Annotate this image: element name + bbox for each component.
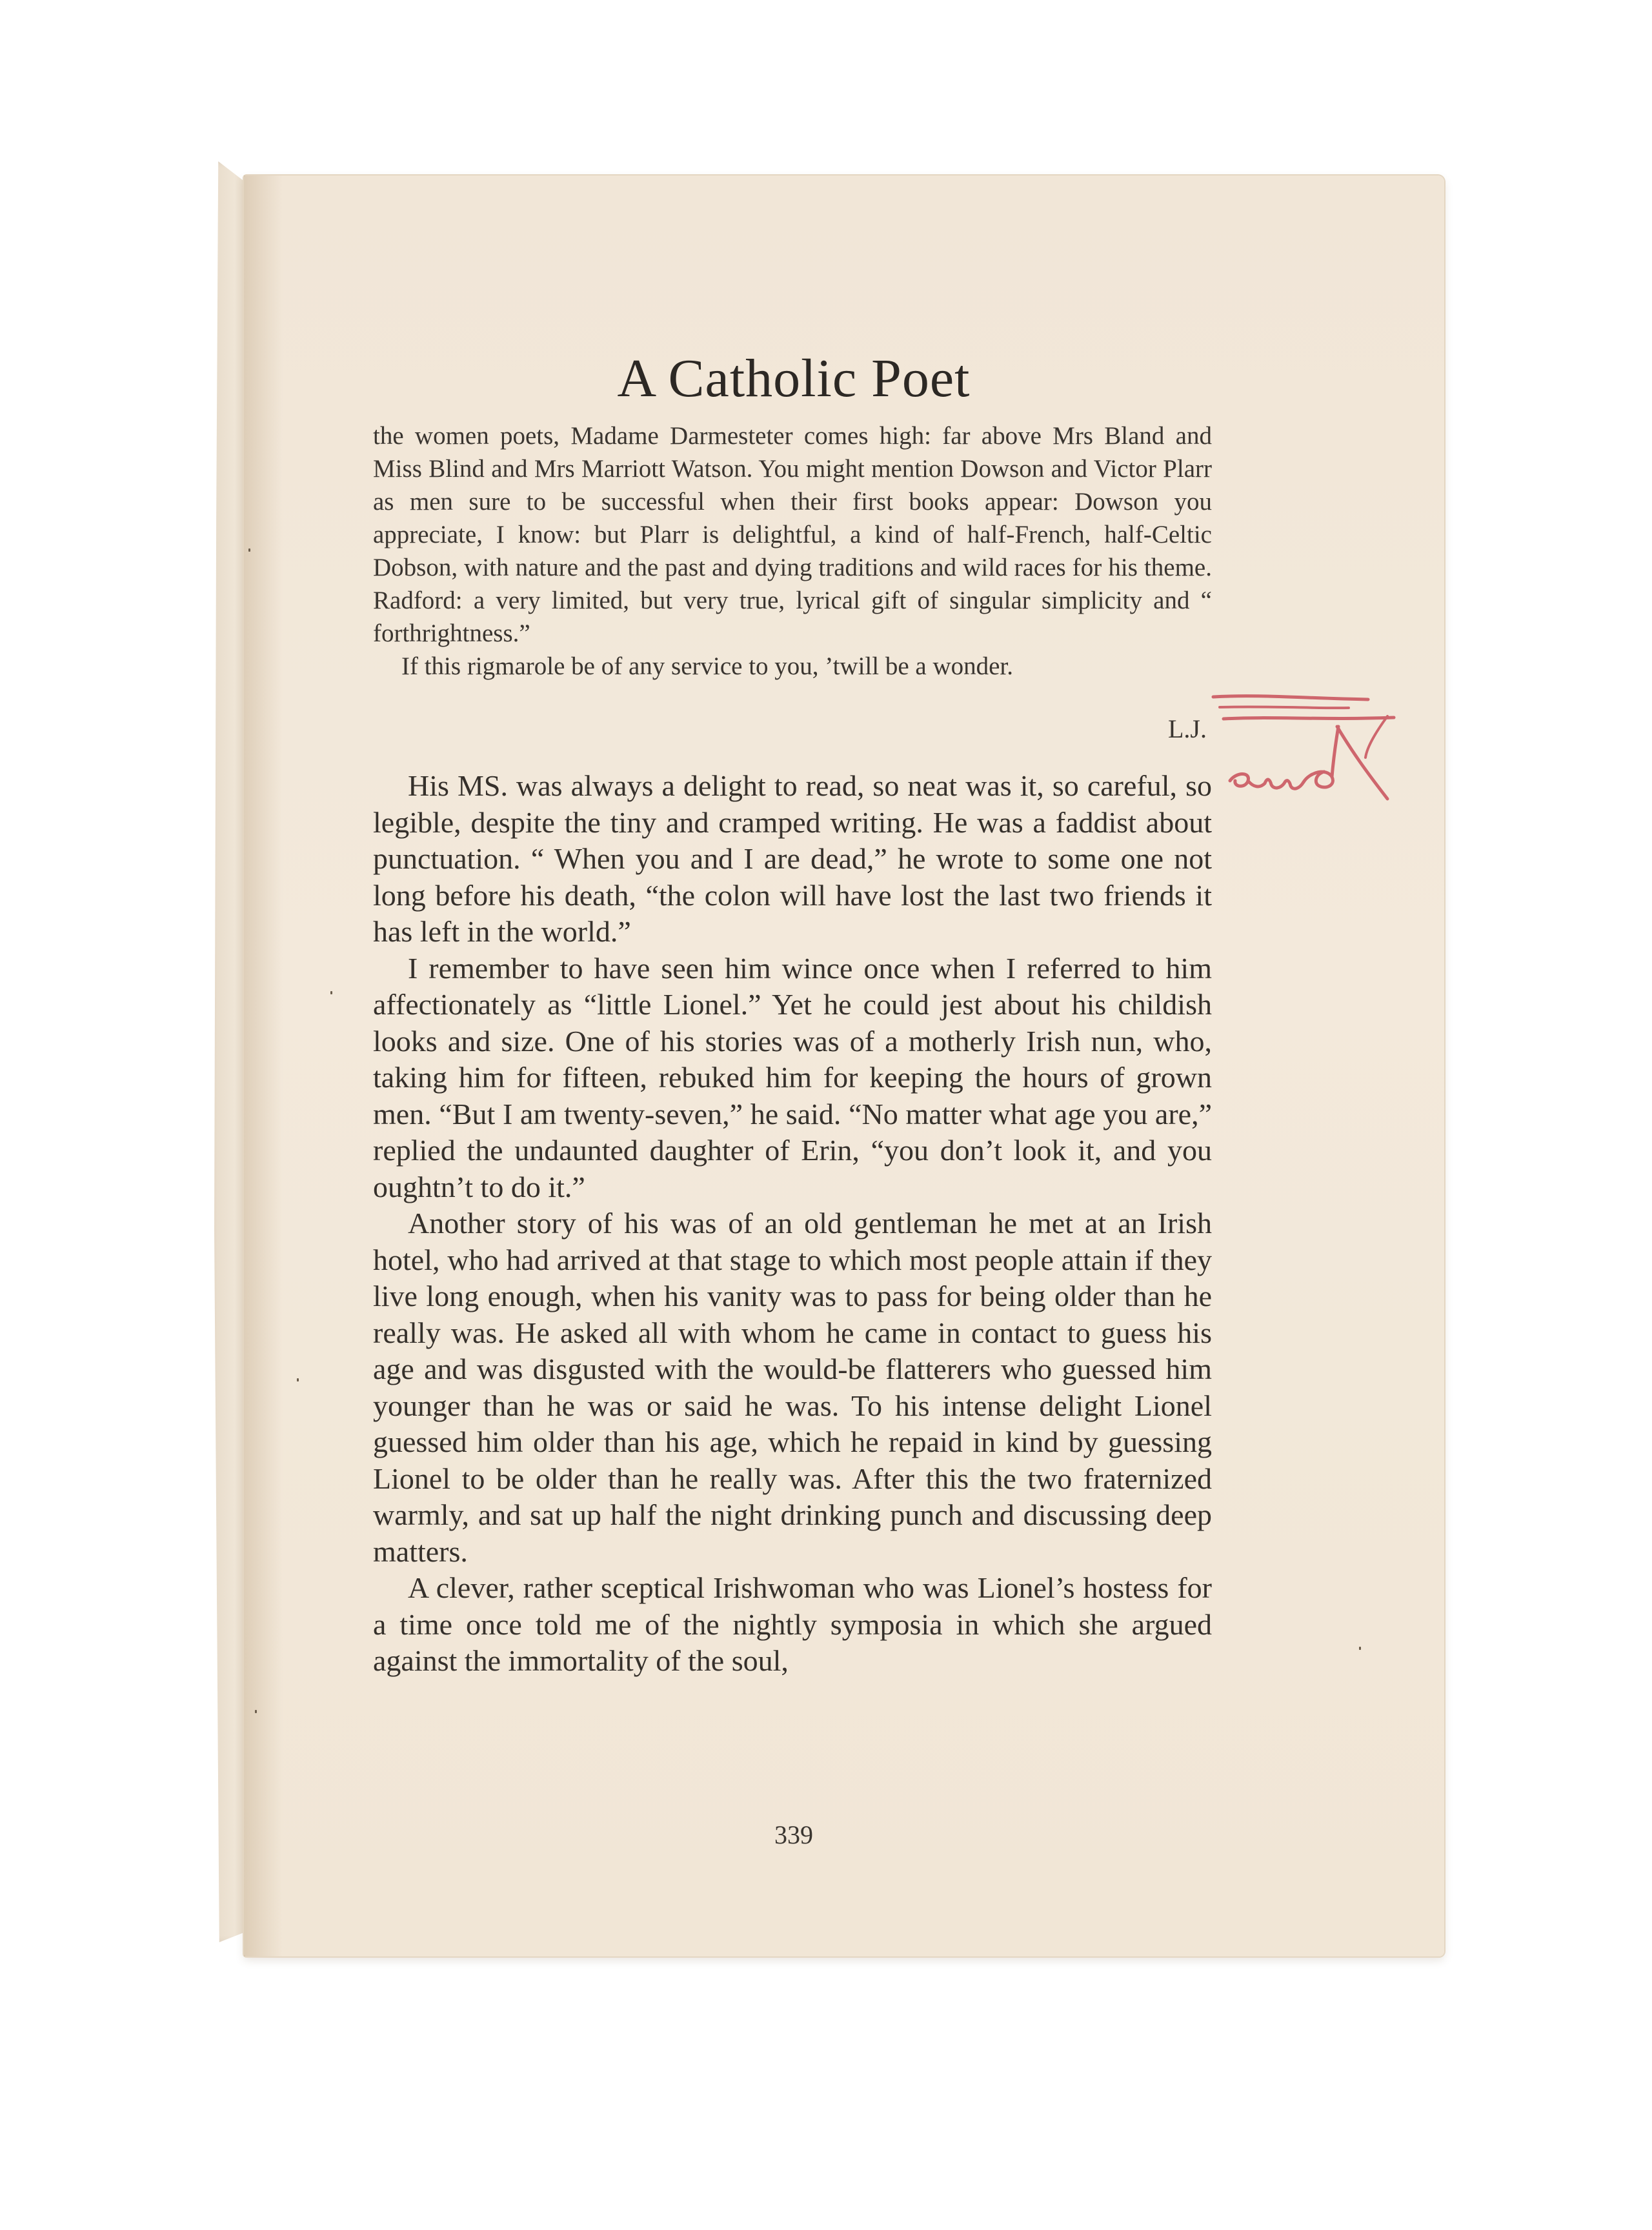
paper-speck	[297, 1378, 299, 1381]
paper-speck	[330, 991, 332, 994]
body-paragraph: I remember to have seen him wince once when I referred to him affectionately as “little Lionel.” Yet he could jest about his childish looks and size. One of his stories was of a motherly Irish nun, who, taking him for fifteen, rebuked him for keeping the hours of grown men. “But I am twenty-seven,” he said. “No matter what age you are,” replied the undaunted daughter of Erin, “you don’t look it, and you oughtn’t to do it.”	[373, 951, 1212, 1203]
running-head: A Catholic Poet	[617, 348, 971, 408]
paper-speck	[1359, 1647, 1361, 1650]
quoted-letter	[373, 419, 1212, 683]
body-paragraph: His MS. was always a delight to read, so neat was it, so careful, so legible, despite the tiny and cramped writing. He was a faddist about punctuation. “ When you and I are dead,” he wrote to some one not long before his death, “the colon will have lost the last two friends it has left in the world.”	[373, 769, 1212, 948]
body-paragraph: Another story of his was of an old gentleman he met at an Irish hotel, who had arrived at that stage to which most people attain if they live long enough, when his vanity was to pass for being older than he really was. He asked all with whom he came in contact to guess his age and was disgusted with the would-be flatterers who guessed him younger than he was or said he was. To his intense delight Lionel guessed him older than his age, which he repaid in kind by guessing Lionel to be older than he really was. After this the two fraternized warmly, and sat up half the night drinking punch and discussing deep matters.	[373, 1207, 1212, 1568]
page-number: 339	[774, 1820, 813, 1849]
letter-signature: L.J.	[1168, 714, 1207, 743]
paper-speck	[255, 1710, 257, 1713]
body-paragraph: A clever, rather sceptical Irishwoman who was Lionel’s hostess for a time once told me of the nightly symposia in which she argued against the immortality of the soul,	[373, 1571, 1212, 1677]
paper-speck	[248, 548, 250, 552]
body-text	[373, 768, 1212, 1680]
letter-paragraph: the women poets, Madame Darmesteter comes high: far above Mrs Bland and Miss Blind and Mrs Marriott Watson. You might mention Dowson and Victor Plarr as men sure to be successful when their first books appear: Dowson you appreciate, I know: but Plarr is delightful, a kind of half-French, half-Celtic Dobson, with nature and the past and dying traditions and wild races for his theme. Radford: a very limited, but very true, lyrical gift of singular simplicity and “ forthrightness.”	[373, 422, 1212, 647]
letter-paragraph: If this rigmarole be of any service to you, ’twill be a wonder.	[401, 652, 1014, 680]
page-gutter-shadow	[244, 176, 283, 1956]
handwritten-end-mark	[1200, 690, 1433, 845]
